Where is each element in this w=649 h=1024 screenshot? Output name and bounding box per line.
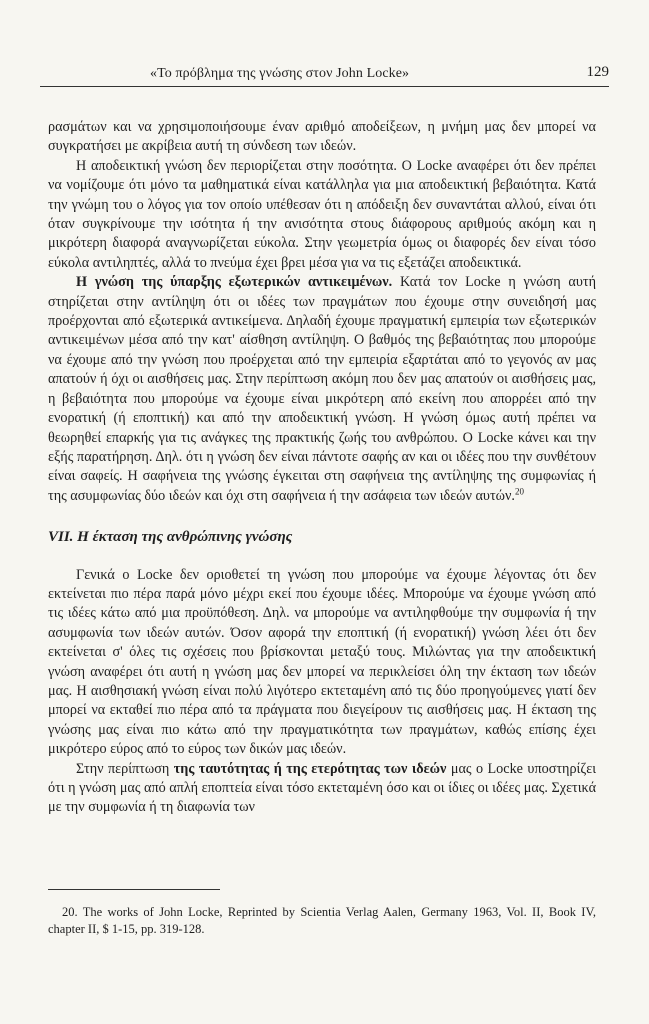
paragraph-2: Η αποδεικτική γνώση δεν περιορίζεται στην ποσότητα. Ο Locke αναφέρει ότι δεν πρέπει να νομίζουμε ότι μόνο τα μαθηματικά είναι κατάλληλα για μια αποδεικτική βεβαιότητα. Κατά την γνώμη του ο λόγος για τον οποίο υπέθεσαν ότι η απόδειξη δεν συναντάται αλλού, είναι ότι όταν συγκρίνουμε την ισότητα ή την ανισότητα στους διάφορους αριθμούς ακόμη και η μικρότερη διαφορά αναγνωρίζεται εύκολα. Στην γεωμετρία όμως οι διαφορές δεν είναι τόσο εύκολα αντιληπτές, αλλά το πνεύμα έχει βρει μέσα για να τις εξετάζει αποδεικτικά. (48, 157, 596, 271)
paragraph-3-heading: Η γνώση της ύπαρξης εξωτερικών αντικειμένων. (76, 274, 393, 291)
paragraph-3 (48, 273, 596, 506)
paragraph-5-start: Στην περίπτωση (76, 760, 174, 777)
page-body (48, 118, 596, 818)
page-number: 129 (586, 64, 609, 80)
paragraph-3-text: Κατά τον Locke η γνώση αυτή στηρίζεται στην αντίληψη ότι οι ιδέες των πραγμάτων που έχουμε στην συνειδησή μας προέρχονται από εξωτερικά αντικείμενα. Δηλαδή έχουμε πραγματική εμπειρία των εξωτερικών αντικειμένων μέσα από την κατ' αίσθηση αντίληψη. Ο βαθμός της βεβαιότητας που μπορούμε να έχουμε από την γνώση που προέρχεται από την εμπειρία εξαρτάται από το γεγονός αν μας απατούν ή όχι οι αισθήσεις μας. Στην περίπτωση ακόμη που δεν μας απατούν οι αισθήσεις μας, η βεβαιότητα που μπορούμε να έχουμε είναι μικρότερη από εκείνη που απορρέει από την ενορατική (ή εποπτική) και από την αποδεικτική γνώση. Η γνώση όμως αυτή πρέπει να θεωρηθεί επαρκής για τις ανάγκες της πρακτικής ζωής του ανθρώπου. Ο Locke κάνει και την εξής παρατήρηση. Δηλ. ότι η γνώση δεν είναι πάντοτε σαφής αν και οι ιδέες που την συνθέτουν είναι σαφείς. Η σαφήνεια της γνώσης έγκειται στη σαφήνεια της αντίληψης της συμφωνίας ή της ασυμφωνίας δύο ιδεών και όχι στη σαφήνεια ή την ασάφεια των ιδεών αυτών. (48, 274, 596, 504)
paragraph-5-text: μας ο Locke υποστηρίζει ότι η γνώση μας από απλή εποπτεία είναι τόσο εκτεταμένη όσο και οι ίδιες οι ιδέες μας. Σχετικά με την συμφωνία ή τη διαφωνία των (48, 760, 597, 816)
footnote-text: 20. The works of John Locke, Reprinted by Scientia Verlag Aalen, Germany 1963, Vol. II, Book IV, chapter II, $ 1-15, pp. 319-128. (48, 905, 596, 936)
footnote-divider (48, 889, 220, 890)
footnote (48, 904, 596, 938)
footnote-reference: 20 (514, 485, 524, 496)
paragraph-5 (48, 760, 596, 818)
running-head: «Το πρόβλημα της γνώσης στον John Locke» (150, 66, 410, 81)
paragraph-4: Γενικά ο Locke δεν οριοθετεί τη γνώση που μπορούμε να έχουμε λέγοντας ότι δεν εκτείνεται πιο πέρα παρά μόνο μέχρι εκεί που έχουμε ιδέες. Μπορούμε να έχουμε γνώση από τις ιδέες κάτω από μια προϋπόθεση. Δηλ. να μπορούμε να αντιληφθούμε την συμφωνία ή την ασυμφωνία των ιδεών αυτών. Όσον αφορά την εποπτική (ή ενορατική) γνώση λέει ότι δεν εκτείνεται σ' όλες τις σχέσεις που βρίσκονται μεταξύ τους. Μιλώντας για την αποδεικτική γνώση αναφέρει ότι αυτή η γνώση μας δεν μπορεί να περικλείσει όλη την έκταση των ιδεών μας. Η αισθησιακή γνώση είναι πολύ λιγότερο εκτεταμένη από τις δύο προηγούμενες γιατί δεν μπορεί να εκταθεί πιο πέρα από τα πράγματα που διεγείρουν τις αισθήσεις μας. Η έκταση της γνώσης μας είναι πιο κάτω από την πραγματικότητα των πραγμάτων, καθώς επίσης έχει μικρότερο εύρος από το εύρος των δικών μας ιδεών. (48, 566, 596, 758)
paragraph-1: ρασμάτων και να χρησιμοποιήσουμε έναν αριθμό αποδείξεων, η μνήμη μας δεν μπορεί να συγκρατήσει με ακρίβεια αυτή τη σύνδεση των ιδεών. (48, 119, 596, 155)
page-header (40, 64, 609, 87)
section-heading: VII. Η έκταση της ανθρώπινης γνώσης (48, 529, 293, 546)
paragraph-5-bold: της ταυτότητας ή της ετερότητας των ιδεών (173, 760, 447, 777)
